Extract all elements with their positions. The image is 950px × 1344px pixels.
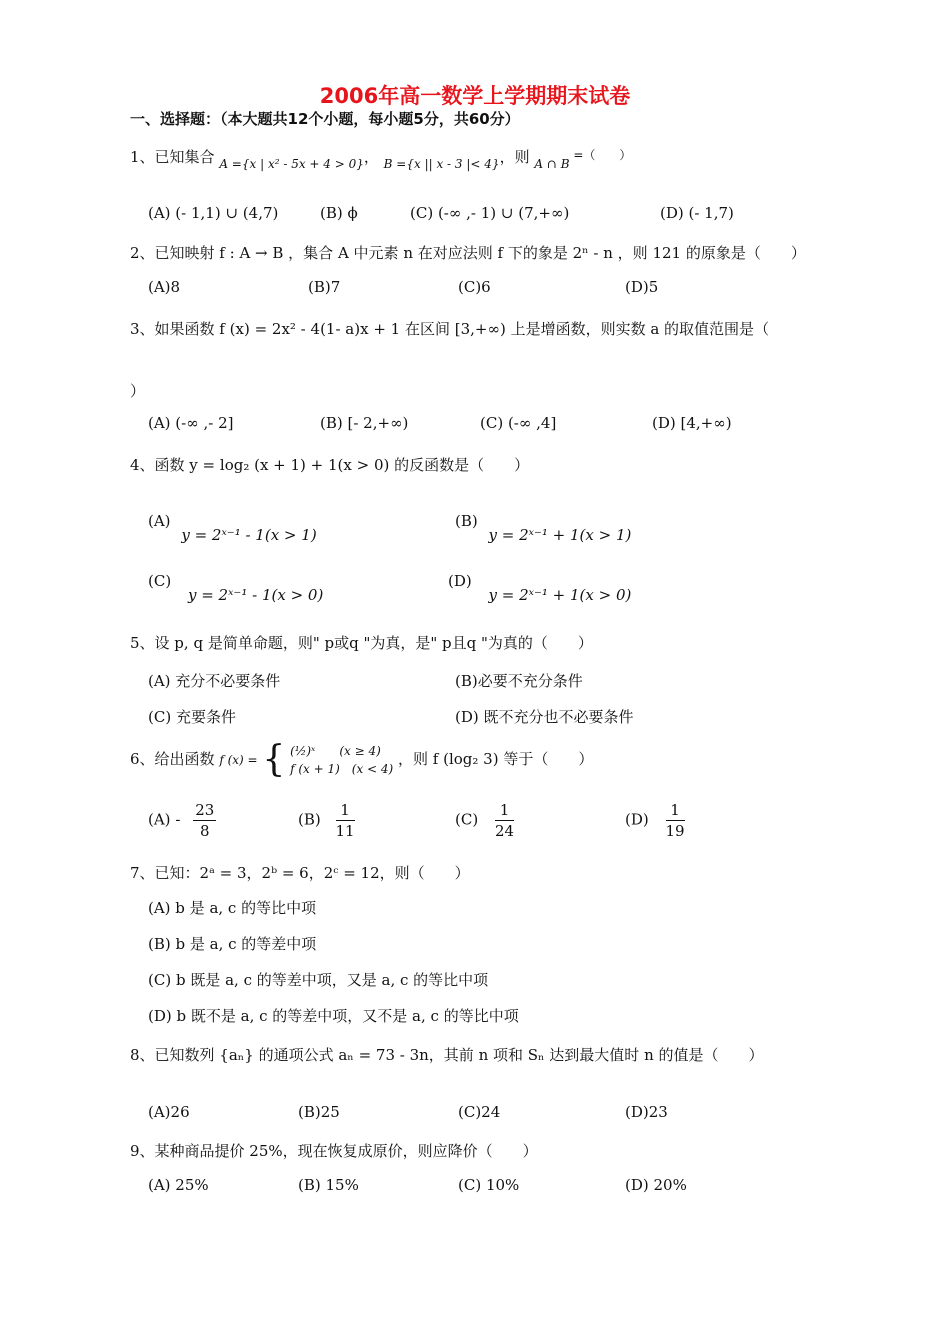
- question-1-prefix: 1、已知集合: [130, 148, 215, 166]
- question-6-tail: ，则 f (log₂ 3) 等于（ ）: [398, 750, 594, 768]
- question-2: 2、已知映射 f : A → B ，集合 A 中元素 n 在对应法则 f 下的象是 2ⁿ - n ，则 121 的原象是（ ）: [130, 244, 806, 262]
- question-2-option-a[interactable]: (A)8: [148, 278, 181, 296]
- then-text: ，则: [499, 148, 530, 166]
- section-heading: 一、选择题：（本大题共12个小题，每小题5分，共60分）: [130, 110, 520, 128]
- question-9-option-d[interactable]: (D) 20%: [625, 1176, 687, 1194]
- question-5-option-c[interactable]: (C) 充要条件: [148, 708, 236, 726]
- question-7-option-b[interactable]: (B) b 是 a, c 的等差中项: [148, 935, 317, 953]
- question-6-prefix: 6、给出函数: [130, 750, 215, 768]
- option-expression: y = 2ˣ⁻¹ + 1(x > 0): [488, 586, 632, 604]
- question-3-option-c[interactable]: (C) (-∞ ,4]: [480, 414, 557, 432]
- numerator: 1: [495, 800, 514, 821]
- question-9-option-b[interactable]: (B) 15%: [298, 1176, 359, 1194]
- question-3-option-b[interactable]: (B) [- 2,+∞): [320, 414, 409, 432]
- question-6: [130, 739, 594, 780]
- question-6-option-c[interactable]: [455, 800, 514, 841]
- numerator: 23: [195, 801, 215, 819]
- fraction: [193, 800, 216, 841]
- option-label: (C): [148, 572, 172, 590]
- option-expression: y = 2ˣ⁻¹ - 1(x > 0): [187, 586, 324, 604]
- question-6-option-b[interactable]: [298, 800, 355, 841]
- separator: ，: [363, 148, 379, 166]
- piecewise-function: [219, 739, 394, 780]
- question-1-option-d[interactable]: (D) (- 1,7): [660, 204, 734, 222]
- denominator: 11: [335, 822, 355, 840]
- question-3-option-a[interactable]: (A) (-∞ ,- 2]: [148, 414, 234, 432]
- case-1: (½)ˣ (x ≥ 4): [290, 744, 381, 758]
- question-4-option-c[interactable]: [148, 572, 324, 604]
- option-label: (B): [455, 512, 478, 530]
- numerator: 1: [666, 800, 685, 821]
- question-8-option-c[interactable]: (C)24: [458, 1103, 501, 1121]
- question-3: 3、如果函数 f (x) = 2x² - 4(1- a)x + 1 在区间 [3,+∞) 上是增函数，则实数 a 的取值范围是（: [130, 320, 770, 338]
- question-2-option-c[interactable]: (C)6: [458, 278, 491, 296]
- fraction: [336, 800, 355, 841]
- option-label: (B): [298, 810, 321, 829]
- question-4: 4、函数 y = log₂ (x + 1) + 1(x > 0) 的反函数是（ ）: [130, 456, 530, 474]
- question-8-option-a[interactable]: (A)26: [148, 1103, 190, 1121]
- question-9-option-a[interactable]: (A) 25%: [148, 1176, 209, 1194]
- function-label: f (x) =: [219, 753, 258, 767]
- fraction-sign: -: [175, 810, 181, 829]
- intersection-expression: A ∩ B: [534, 157, 570, 171]
- numerator: 1: [336, 800, 355, 821]
- question-4-option-b[interactable]: [455, 512, 632, 544]
- piecewise-cases: [290, 742, 393, 778]
- question-2-option-b[interactable]: (B)7: [308, 278, 341, 296]
- question-5-option-d[interactable]: (D) 既不充分也不必要条件: [455, 708, 634, 726]
- answer-blank: =（ ）: [569, 148, 632, 162]
- question-5: 5、设 p, q 是简单命题，则" p或q "为真，是" p且q "为真的（ ）: [130, 634, 593, 652]
- question-8: 8、已知数列 {aₙ} 的通项公式 aₙ = 73 - 3n，其前 n 项和 Sₙ 达到最大值时 n 的值是（ ）: [130, 1046, 764, 1064]
- question-6-option-d[interactable]: [625, 800, 685, 841]
- denominator: 8: [199, 822, 210, 840]
- option-expression: y = 2ˣ⁻¹ + 1(x > 1): [488, 526, 632, 544]
- question-5-option-a[interactable]: (A) 充分不必要条件: [148, 672, 281, 690]
- question-4-option-d[interactable]: [448, 572, 632, 604]
- question-1-option-c[interactable]: (C) (-∞ ,- 1) ∪ (7,+∞): [410, 204, 570, 222]
- case-2: f (x + 1) (x < 4): [290, 762, 394, 776]
- fraction: [666, 800, 685, 841]
- option-label: (C): [455, 810, 479, 829]
- question-9-option-c[interactable]: (C) 10%: [458, 1176, 520, 1194]
- denominator: 24: [494, 822, 515, 840]
- option-label: (D): [625, 810, 649, 829]
- question-7-option-a[interactable]: (A) b 是 a, c 的等比中项: [148, 899, 317, 917]
- question-6-option-a[interactable]: [148, 800, 216, 841]
- set-b-expression: B ={x || x - 3 |< 4}: [383, 157, 500, 171]
- question-3-continuation: ）: [130, 382, 146, 400]
- fraction: [495, 800, 514, 841]
- option-expression: y = 2ˣ⁻¹ - 1(x > 1): [181, 526, 317, 544]
- option-label: (A): [148, 810, 171, 829]
- question-2-option-d[interactable]: (D)5: [625, 278, 659, 296]
- page-title: 2006年高一数学上学期期末试卷: [319, 84, 631, 108]
- question-7-option-c[interactable]: (C) b 既是 a, c 的等差中项，又是 a, c 的等比中项: [148, 971, 489, 989]
- denominator: 19: [665, 822, 685, 840]
- option-label: (D): [448, 572, 472, 590]
- question-7-option-d[interactable]: (D) b 既不是 a, c 的等差中项，又不是 a, c 的等比中项: [148, 1007, 519, 1025]
- set-a-expression: A ={x | x² - 5x + 4 > 0}: [219, 157, 364, 171]
- question-1-option-a[interactable]: (A) (- 1,1) ∪ (4,7): [148, 204, 279, 222]
- question-9: 9、某种商品提价 25%，现在恢复成原价，则应降价（ ）: [130, 1142, 538, 1160]
- question-5-option-b[interactable]: (B)必要不充分条件: [455, 672, 583, 690]
- question-8-option-b[interactable]: (B)25: [298, 1103, 340, 1121]
- question-1-option-b[interactable]: (B) ϕ: [320, 204, 358, 222]
- option-label: (A): [148, 512, 171, 530]
- question-8-option-d[interactable]: (D)23: [625, 1103, 668, 1121]
- question-4-option-a[interactable]: [148, 512, 317, 544]
- brace-icon: {: [262, 739, 286, 780]
- question-7: 7、已知：2ᵃ = 3，2ᵇ = 6，2ᶜ = 12，则（ ）: [130, 864, 470, 882]
- question-3-option-d[interactable]: (D) [4,+∞): [652, 414, 732, 432]
- question-1: [130, 146, 632, 171]
